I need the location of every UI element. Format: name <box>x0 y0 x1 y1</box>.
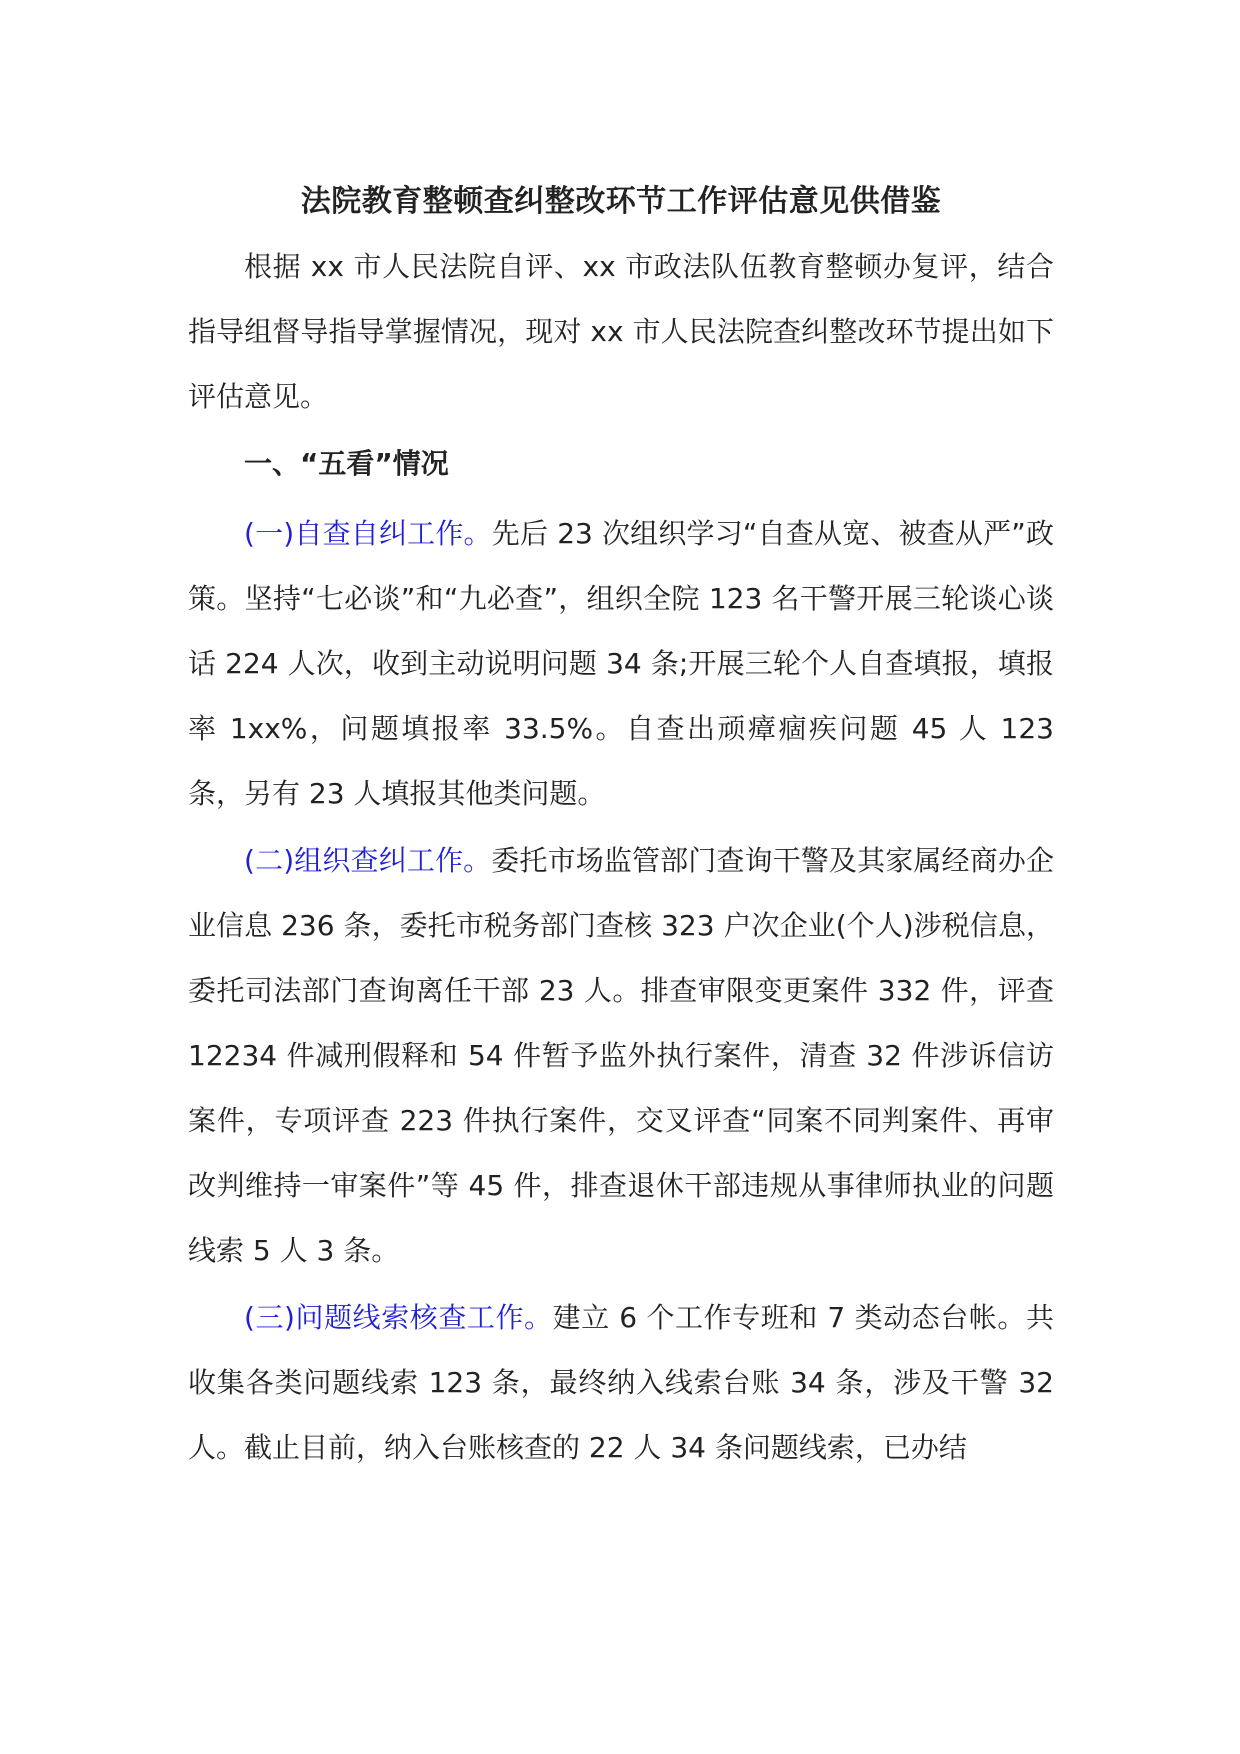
item-body-3: 建立 6 个工作专班和 7 类动态台帐。共收集各类问题线索 123 条，最终纳入线索台账 34 条，涉及干警 32 人。截止目前，纳入台账核查的 22 人 34 条问题线索，已办结 <box>188 1301 1055 1464</box>
section-heading-1: 一、“五看”情况 <box>244 447 449 480</box>
item-heading-2: (二)组织查纠工作。 <box>244 844 492 877</box>
intro-paragraph: 根据 xx 市人民法院自评、xx 市政法队伍教育整顿办复评，结合指导组督导指导掌握情况，现对 xx 市人民法院查纠整改环节提出如下评估意见。 <box>188 250 1054 413</box>
item-paragraph-1 <box>188 501 1054 826</box>
document-body <box>188 172 1054 1480</box>
item-paragraph-2 <box>188 828 1054 1283</box>
item-heading-1: (一)自查自纠工作。 <box>244 517 492 550</box>
item-heading-3: (三)问题线索核查工作。 <box>244 1301 553 1334</box>
item-paragraph-3 <box>188 1285 1054 1480</box>
item-body-2: 委托市场监管部门查询干警及其家属经商办企业信息 236 条，委托市税务部门查核 323 户次企业(个人)涉税信息，委托司法部门查询离任干部 23 人。排查审限变更案件 332 件，评查 12234 件减刑假释和 54 件暂予监外执行案件，清查 32 件涉诉信访案件，专项评查 223 件执行案件，交叉评查“同案不同判案件、再审改判维持一审案件”等 45 件，排查退休干部违规从事律师执业的问题线索 5 人 3 条。 <box>188 844 1054 1267</box>
item-body-1: 先后 23 次组织学习“自查从宽、被查从严”政策。坚持“七必谈”和“九必查”，组织全院 123 名干警开展三轮谈心谈话 224 人次，收到主动说明问题 34 条;开展三轮个人自查填报，填报率 1xx%，问题填报率 33.5%。自查出顽瘴痼疾问题 45 人 123 条，另有 23 人填报其他类问题。 <box>188 517 1054 810</box>
document-title: 法院教育整顿查纠整改环节工作评估意见供借鉴 <box>300 184 942 219</box>
